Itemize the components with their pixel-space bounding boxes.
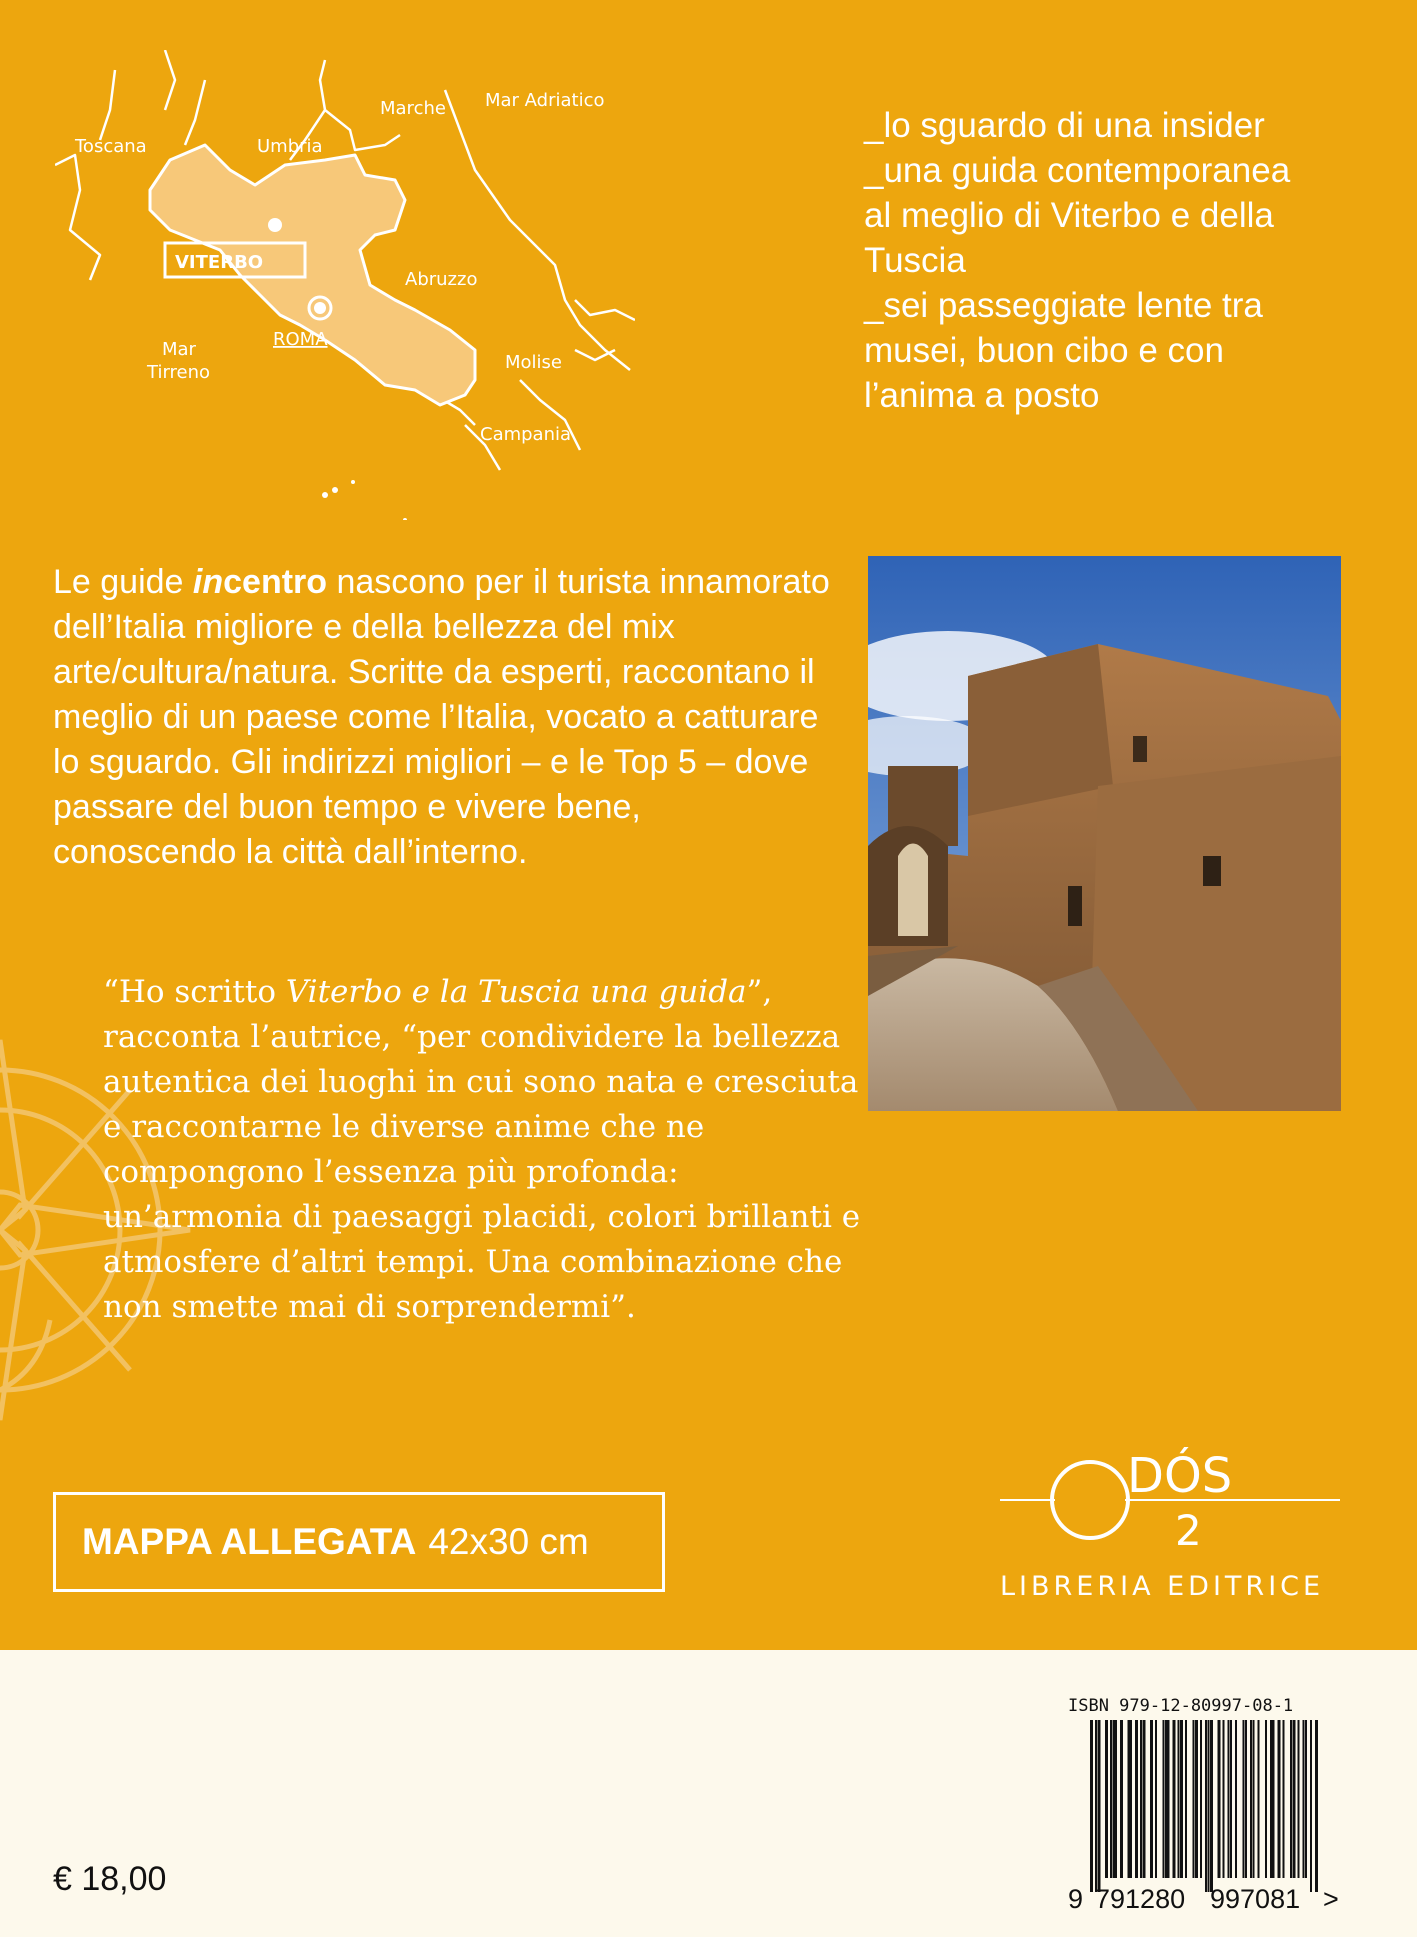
barcode-bar — [1315, 1720, 1318, 1892]
barcode-bar — [1168, 1720, 1170, 1878]
barcode-bar — [1305, 1720, 1307, 1878]
map-label-molise: Molise — [505, 352, 562, 373]
quote-open: “Ho scritto — [103, 974, 286, 1010]
map-label-mar-tirreno-2: Tirreno — [147, 362, 211, 383]
barcode-bar — [1200, 1720, 1202, 1878]
barcode-bar — [1293, 1720, 1296, 1878]
barcode-bar — [1303, 1720, 1305, 1878]
barcode-bar — [1150, 1720, 1153, 1878]
barcode-bar — [1195, 1720, 1198, 1878]
barcode-bar — [1163, 1720, 1165, 1878]
barcode-bar — [1095, 1720, 1097, 1892]
barcode-bar — [1143, 1720, 1146, 1878]
intro-body: nascono per il turista innamorato dell’Italia migliore e della bellezza del mix arte/cultura/natura. Scritte da esperti, raccontano il meglio di un paese come l’Italia, vocato a catturare lo sguardo. Gli indirizzi migliori – e le Top 5 – dove passare del buon tempo e vivere bene, conoscendo la città dall’interno. — [53, 563, 830, 871]
map-label-toscana: Toscana — [75, 136, 147, 157]
map-city-roma: ROMA — [273, 329, 328, 350]
barcode-group-1: 791280 — [1095, 1884, 1186, 1914]
barcode-bar — [1235, 1720, 1237, 1878]
map-city-viterbo: VITERBO — [175, 252, 264, 273]
author-quote — [103, 970, 863, 1330]
map-label-marche: Marche — [380, 98, 446, 119]
barcode-bar — [1193, 1720, 1195, 1878]
logo-dos: DÓS — [1127, 1448, 1233, 1504]
village-photo — [868, 556, 1341, 1111]
tagline-line: _lo sguardo di una insider — [864, 106, 1265, 145]
tagline-line: Tuscia — [864, 241, 966, 280]
quote-rest: ”, racconta l’autrice, “per condividere la bellezza autentica dei luoghi in cui sono nata e cresciuta e raccontarne le diverse anime che ne compongono l’essenza più profonda: un’armonia di paesaggi placidi, colori brillanti e atmosfere d’altri tempi. Una combinazione che non smette mai di sorprendermi”. — [103, 974, 861, 1325]
series-brand-bold: centro — [223, 563, 328, 601]
price: € 18,00 — [53, 1860, 167, 1898]
barcode-bar — [1208, 1720, 1210, 1892]
barcode-bar — [1243, 1720, 1245, 1878]
tagline-line: _una guida contemporanea — [864, 151, 1291, 190]
map-label-campania: Campania — [480, 424, 572, 445]
barcode-bar — [1178, 1720, 1180, 1878]
barcode-group-2: 997081 — [1210, 1884, 1301, 1914]
publisher-logo — [995, 1410, 1345, 1610]
barcode-bar — [1130, 1720, 1132, 1878]
series-description — [53, 560, 833, 875]
series-brand — [193, 563, 327, 601]
barcode-bar — [1265, 1720, 1267, 1878]
barcode-bar — [1230, 1720, 1232, 1878]
taglines — [864, 103, 1384, 418]
barcode-arrow: > — [1323, 1884, 1339, 1914]
barcode-bar — [1155, 1720, 1157, 1878]
barcode-bar — [1283, 1720, 1285, 1878]
tagline-line: al meglio di Viterbo e della — [864, 196, 1274, 235]
barcode-bar — [1310, 1720, 1312, 1892]
barcode-bar — [1105, 1720, 1108, 1878]
barcode-first-digit: 9 — [1068, 1884, 1084, 1914]
barcode-bar — [1245, 1720, 1247, 1878]
publisher-name: LIBRERIA EDITRICE — [1000, 1571, 1325, 1602]
logo-number: 2 — [1175, 1506, 1202, 1555]
barcode-bar — [1185, 1720, 1187, 1878]
map-label-mar-adriatico: Mar Adriatico — [485, 90, 605, 111]
isbn-text: ISBN 979-12-80997-08-1 — [1068, 1696, 1294, 1716]
barcode-bar — [1290, 1720, 1292, 1878]
barcode-bar — [1115, 1720, 1117, 1878]
map-label-umbria: Umbria — [257, 136, 323, 157]
barcode-bar — [1120, 1720, 1123, 1878]
attached-map-size: 42x30 cm — [428, 1521, 589, 1562]
barcode-bar — [1135, 1720, 1138, 1878]
tagline-line: _sei passeggiate lente tra — [864, 286, 1263, 325]
map-label-mar-tirreno: Mar — [162, 339, 196, 360]
barcode-bar — [1223, 1720, 1225, 1878]
barcode-bar — [1210, 1720, 1213, 1892]
barcode-bar — [1228, 1720, 1230, 1878]
barcode-bar — [1140, 1720, 1142, 1878]
lazio-region-map — [55, 50, 635, 520]
barcode — [1065, 1720, 1345, 1915]
barcode-bar — [1258, 1720, 1260, 1878]
intro-prefix: Le guide — [53, 563, 193, 601]
map-label-abruzzo: Abruzzo — [405, 269, 478, 290]
attached-map-box — [53, 1492, 665, 1592]
barcode-bar — [1173, 1720, 1176, 1878]
barcode-bar — [1250, 1720, 1252, 1878]
barcode-bar — [1253, 1720, 1255, 1878]
book-title: Viterbo e la Tuscia una guida — [285, 974, 747, 1010]
barcode-bar — [1090, 1720, 1093, 1892]
series-brand-italic: in — [192, 563, 224, 601]
barcode-bar — [1278, 1720, 1281, 1878]
attached-map-label: MAPPA ALLEGATA — [82, 1521, 417, 1562]
barcode-bars — [1090, 1720, 1318, 1892]
barcode-bar — [1205, 1720, 1207, 1892]
barcode-bar — [1273, 1720, 1275, 1878]
barcode-bar — [1180, 1720, 1183, 1878]
barcode-bar — [1218, 1720, 1221, 1878]
tagline-line: l’anima a posto — [864, 376, 1100, 415]
barcode-bar — [1298, 1720, 1300, 1878]
barcode-bar — [1098, 1720, 1101, 1892]
barcode-bar — [1110, 1720, 1112, 1878]
tagline-line: musei, buon cibo e con — [864, 331, 1224, 370]
